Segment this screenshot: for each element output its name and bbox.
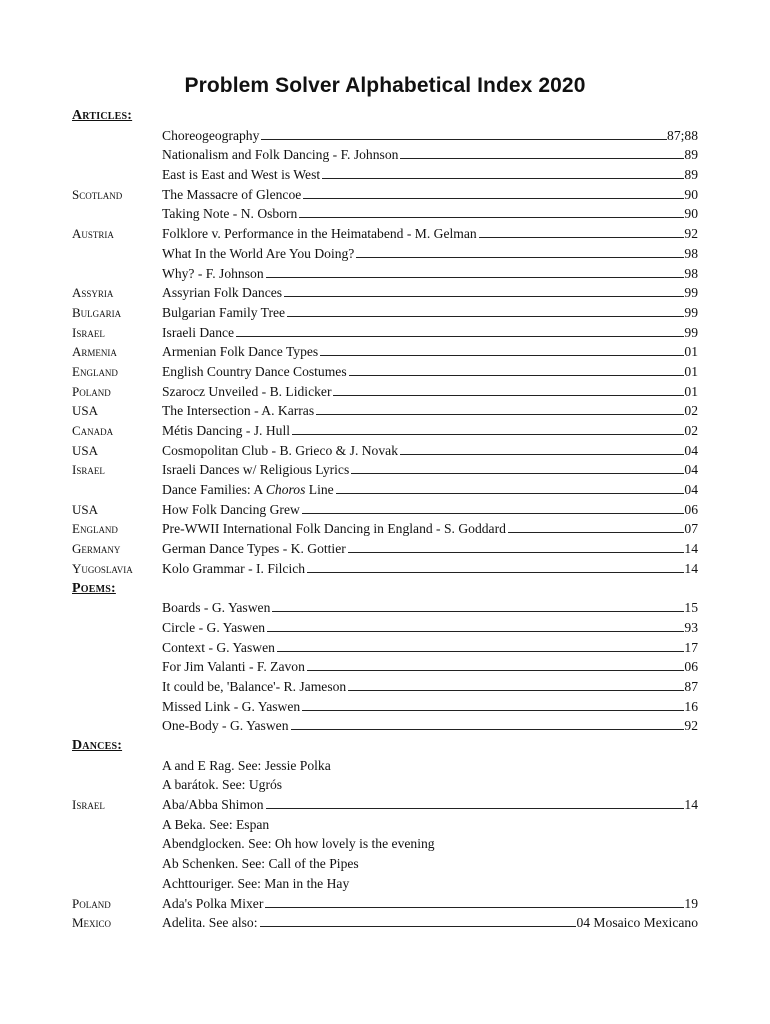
leader-line <box>303 198 684 199</box>
index-row <box>0 264 770 284</box>
index-entry <box>162 126 698 146</box>
region-label: USA <box>72 442 99 458</box>
index-row <box>0 303 770 323</box>
index-entry <box>162 303 698 323</box>
page-number: 92 <box>684 718 698 734</box>
index-row <box>0 854 770 874</box>
entry-title: A barátok. See: Ugrós <box>162 777 283 793</box>
index-row <box>0 244 770 264</box>
index-row <box>0 204 770 224</box>
index-entry <box>162 441 698 461</box>
index-row <box>0 539 770 559</box>
entry-title: German Dance Types - K. Gottier <box>162 541 346 557</box>
index-entry <box>162 421 698 441</box>
entry-title: Abendglocken. See: Oh how lovely is the evening <box>162 836 435 852</box>
page-number: 15 <box>684 600 698 616</box>
page-number: 98 <box>684 265 698 281</box>
entry-title: Achttouriger. See: Man in the Hay <box>162 875 350 891</box>
leader-line <box>479 237 685 238</box>
index-row <box>0 165 770 185</box>
entry-title: Circle - G. Yaswen <box>162 619 266 635</box>
leader-line <box>351 473 684 474</box>
index-row <box>0 559 770 579</box>
page-number: 87 <box>684 678 698 694</box>
entry-title: Szarocz Unveiled - B. Lidicker <box>162 383 332 399</box>
page-number: 14 <box>684 541 698 557</box>
index-entry <box>162 145 698 165</box>
entry-title: English Country Dance Costumes <box>162 363 347 379</box>
entry-title: It could be, 'Balance'- R. Jameson <box>162 678 347 694</box>
entry-title: Kolo Grammar - I. Filcich <box>162 560 306 576</box>
region-label: England <box>72 363 118 379</box>
index-entry <box>162 874 698 894</box>
page-number: 04 <box>684 462 698 478</box>
index-row <box>0 500 770 520</box>
region-label: Germany <box>72 541 121 557</box>
index-entry <box>162 894 698 914</box>
index-entry <box>162 854 698 874</box>
entry-title: Folklore v. Performance in the Heimatabend - M. Gelman <box>162 226 477 242</box>
entry-title: Armenian Folk Dance Types <box>162 344 319 360</box>
page-number: 01 <box>684 383 698 399</box>
entry-title: Boards - G. Yaswen <box>162 600 271 616</box>
page-number: 01 <box>684 363 698 379</box>
entry-title: Why? - F. Johnson <box>162 265 264 281</box>
leader-line <box>400 454 684 455</box>
index-entry <box>162 500 698 520</box>
index-row <box>0 342 770 362</box>
region-label: Poland <box>72 895 111 911</box>
entry-title: Taking Note - N. Osborn <box>162 206 298 222</box>
entry-title: Adelita. See also: <box>162 915 258 931</box>
page-number: 02 <box>684 403 698 419</box>
leader-line <box>302 710 684 711</box>
index-row <box>0 126 770 146</box>
index-row <box>0 618 770 638</box>
index-row <box>0 224 770 244</box>
section-heading <box>0 106 770 126</box>
italic-word: Choros <box>265 482 306 498</box>
leader-line <box>299 217 684 218</box>
index-row <box>0 598 770 618</box>
index-entry <box>162 815 698 835</box>
index-entry <box>162 559 698 579</box>
index-entry <box>162 323 698 343</box>
index-entry <box>162 224 698 244</box>
page-number: 14 <box>684 560 698 576</box>
entry-title: Ab Schenken. See: Call of the Pipes <box>162 856 359 872</box>
leader-line <box>272 611 684 612</box>
entry-title: Métis Dancing - J. Hull <box>162 423 290 438</box>
region-label: Yugoslavia <box>72 560 133 576</box>
page-number: 02 <box>684 423 698 438</box>
index-entry <box>162 382 698 402</box>
region-label: USA <box>72 501 99 517</box>
index-row <box>0 460 770 480</box>
index-row <box>0 283 770 303</box>
region-label: Israel <box>72 797 105 813</box>
index-row <box>0 145 770 165</box>
page-number: 17 <box>684 639 698 655</box>
index-row <box>0 382 770 402</box>
index-body <box>0 106 770 933</box>
entry-title: Israeli Dance <box>162 324 235 340</box>
entry-title: Nationalism and Folk Dancing - F. Johnson <box>162 147 399 163</box>
page-number: 87;88 <box>667 127 698 143</box>
page-number: 04 Mosaico Mexicano <box>576 915 698 931</box>
leader-line <box>400 158 684 159</box>
page-number: 93 <box>684 619 698 635</box>
index-entry <box>162 795 698 815</box>
page-number: 98 <box>684 245 698 261</box>
index-entry <box>162 264 698 284</box>
index-entry <box>162 362 698 382</box>
region-label: Poland <box>72 383 111 399</box>
region-label: USA <box>72 403 99 419</box>
index-row <box>0 323 770 343</box>
index-entry <box>162 756 698 776</box>
entry-title: Pre-WWII International Folk Dancing in England - S. Goddard <box>162 521 506 537</box>
index-entry <box>162 834 698 854</box>
leader-line <box>333 395 684 396</box>
leader-line <box>284 296 684 297</box>
leader-line <box>302 513 685 514</box>
page-number: 16 <box>684 698 698 714</box>
region-label: Israel <box>72 324 105 340</box>
leader-line <box>320 355 684 356</box>
leader-line <box>287 316 684 317</box>
page-number: 90 <box>684 206 698 222</box>
index-row <box>0 421 770 441</box>
index-entry <box>162 638 698 658</box>
leader-line <box>508 532 685 533</box>
index-row <box>0 480 770 500</box>
entry-title: Missed Link - G. Yaswen <box>162 698 301 714</box>
entry-title: East is East and West is West <box>162 167 321 183</box>
index-row <box>0 362 770 382</box>
index-row <box>0 834 770 854</box>
entry-title: Bulgarian Family Tree <box>162 304 286 320</box>
leader-line <box>291 729 685 730</box>
leader-line <box>266 277 685 278</box>
page-number: 19 <box>684 895 698 911</box>
index-row <box>0 815 770 835</box>
leader-line <box>322 178 684 179</box>
entry-title: Cosmopolitan Club - B. Grieco & J. Novak <box>162 442 398 458</box>
entry-title: What In the World Are You Doing? <box>162 245 355 261</box>
index-row <box>0 775 770 795</box>
leader-line <box>348 552 685 553</box>
index-entry <box>162 598 698 618</box>
index-entry <box>162 677 698 697</box>
index-row <box>0 756 770 776</box>
leader-line <box>265 907 684 908</box>
index-entry <box>162 401 698 421</box>
index-row <box>0 519 770 539</box>
index-entry <box>162 519 698 539</box>
leader-line <box>349 375 685 376</box>
entry-title: For Jim Valanti - F. Zavon <box>162 659 305 675</box>
entry-title: Ada's Polka Mixer <box>162 895 264 911</box>
entry-title: Dance Families: A Choros Line <box>162 482 334 498</box>
region-label: Armenia <box>72 344 117 360</box>
index-row <box>0 401 770 421</box>
leader-line <box>316 414 684 415</box>
index-entry <box>162 460 698 480</box>
leader-line <box>307 572 684 573</box>
index-entry <box>162 480 698 500</box>
region-label: Scotland <box>72 186 123 202</box>
index-entry <box>162 716 698 736</box>
region-label: Mexico <box>72 915 112 931</box>
leader-line <box>261 139 667 140</box>
page-number: 04 <box>684 482 698 498</box>
index-row <box>0 697 770 717</box>
section-heading-label: Dances: <box>72 738 123 753</box>
entry-title: The Intersection - A. Karras <box>162 403 315 419</box>
leader-line <box>266 808 685 809</box>
index-entry <box>162 244 698 264</box>
entry-title: One-Body - G. Yaswen <box>162 718 289 734</box>
leader-line <box>267 631 684 632</box>
page-number: 07 <box>684 521 698 537</box>
page-number: 06 <box>684 501 698 517</box>
index-entry <box>162 618 698 638</box>
entry-title: How Folk Dancing Grew <box>162 501 300 517</box>
region-label: Canada <box>72 423 114 438</box>
leader-line <box>236 336 684 337</box>
index-row <box>0 677 770 697</box>
index-row <box>0 874 770 894</box>
index-entry <box>162 185 698 205</box>
leader-line <box>336 493 685 494</box>
entry-title: The Massacre of Glencoe <box>162 186 302 202</box>
entry-title: A Beka. See: Espan <box>162 816 270 832</box>
page-number: 89 <box>684 167 698 183</box>
index-row <box>0 638 770 658</box>
index-row <box>0 716 770 736</box>
leader-line <box>277 651 685 652</box>
index-entry <box>162 697 698 717</box>
page-number: 92 <box>684 226 698 242</box>
section-heading <box>0 736 770 756</box>
entry-title: Aba/Abba Shimon <box>162 797 264 813</box>
index-row <box>0 795 770 815</box>
section-heading-label: Articles: <box>72 108 133 123</box>
region-label: Israel <box>72 462 105 478</box>
index-row <box>0 657 770 677</box>
page-number: 14 <box>684 797 698 813</box>
leader-line <box>292 434 684 435</box>
page-number: 99 <box>684 324 698 340</box>
region-label: Austria <box>72 226 114 242</box>
index-entry <box>162 283 698 303</box>
leader-line <box>307 670 685 671</box>
index-entry <box>162 657 698 677</box>
entry-title: Israeli Dances w/ Religious Lyrics <box>162 462 350 478</box>
index-entry <box>162 165 698 185</box>
entry-title: Choreogeography <box>162 127 260 143</box>
entry-title: Assyrian Folk Dances <box>162 285 283 301</box>
section-heading-label: Poems: <box>72 580 116 596</box>
index-entry <box>162 204 698 224</box>
region-label: Assyria <box>72 285 114 301</box>
leader-line <box>348 690 684 691</box>
entry-title: Context - G. Yaswen <box>162 639 275 655</box>
index-entry <box>162 342 698 362</box>
leader-line <box>356 257 684 258</box>
page-number: 99 <box>684 304 698 320</box>
region-label: England <box>72 521 118 537</box>
index-entry <box>162 913 698 933</box>
region-label: Bulgaria <box>72 304 122 320</box>
entry-title: A and E Rag. See: Jessie Polka <box>162 757 331 773</box>
index-row <box>0 185 770 205</box>
page-title: Problem Solver Alphabetical Index 2020 <box>184 74 586 97</box>
page-number: 04 <box>684 442 698 458</box>
section-heading <box>0 579 770 599</box>
index-entry <box>162 775 698 795</box>
page-number: 01 <box>684 344 698 360</box>
index-row <box>0 913 770 933</box>
index-row <box>0 894 770 914</box>
index-row <box>0 441 770 461</box>
index-entry <box>162 539 698 559</box>
page-number: 90 <box>684 186 698 202</box>
page-number: 99 <box>684 285 698 301</box>
leader-line <box>260 926 577 927</box>
page-number: 89 <box>684 147 698 163</box>
page-number: 06 <box>684 659 698 675</box>
